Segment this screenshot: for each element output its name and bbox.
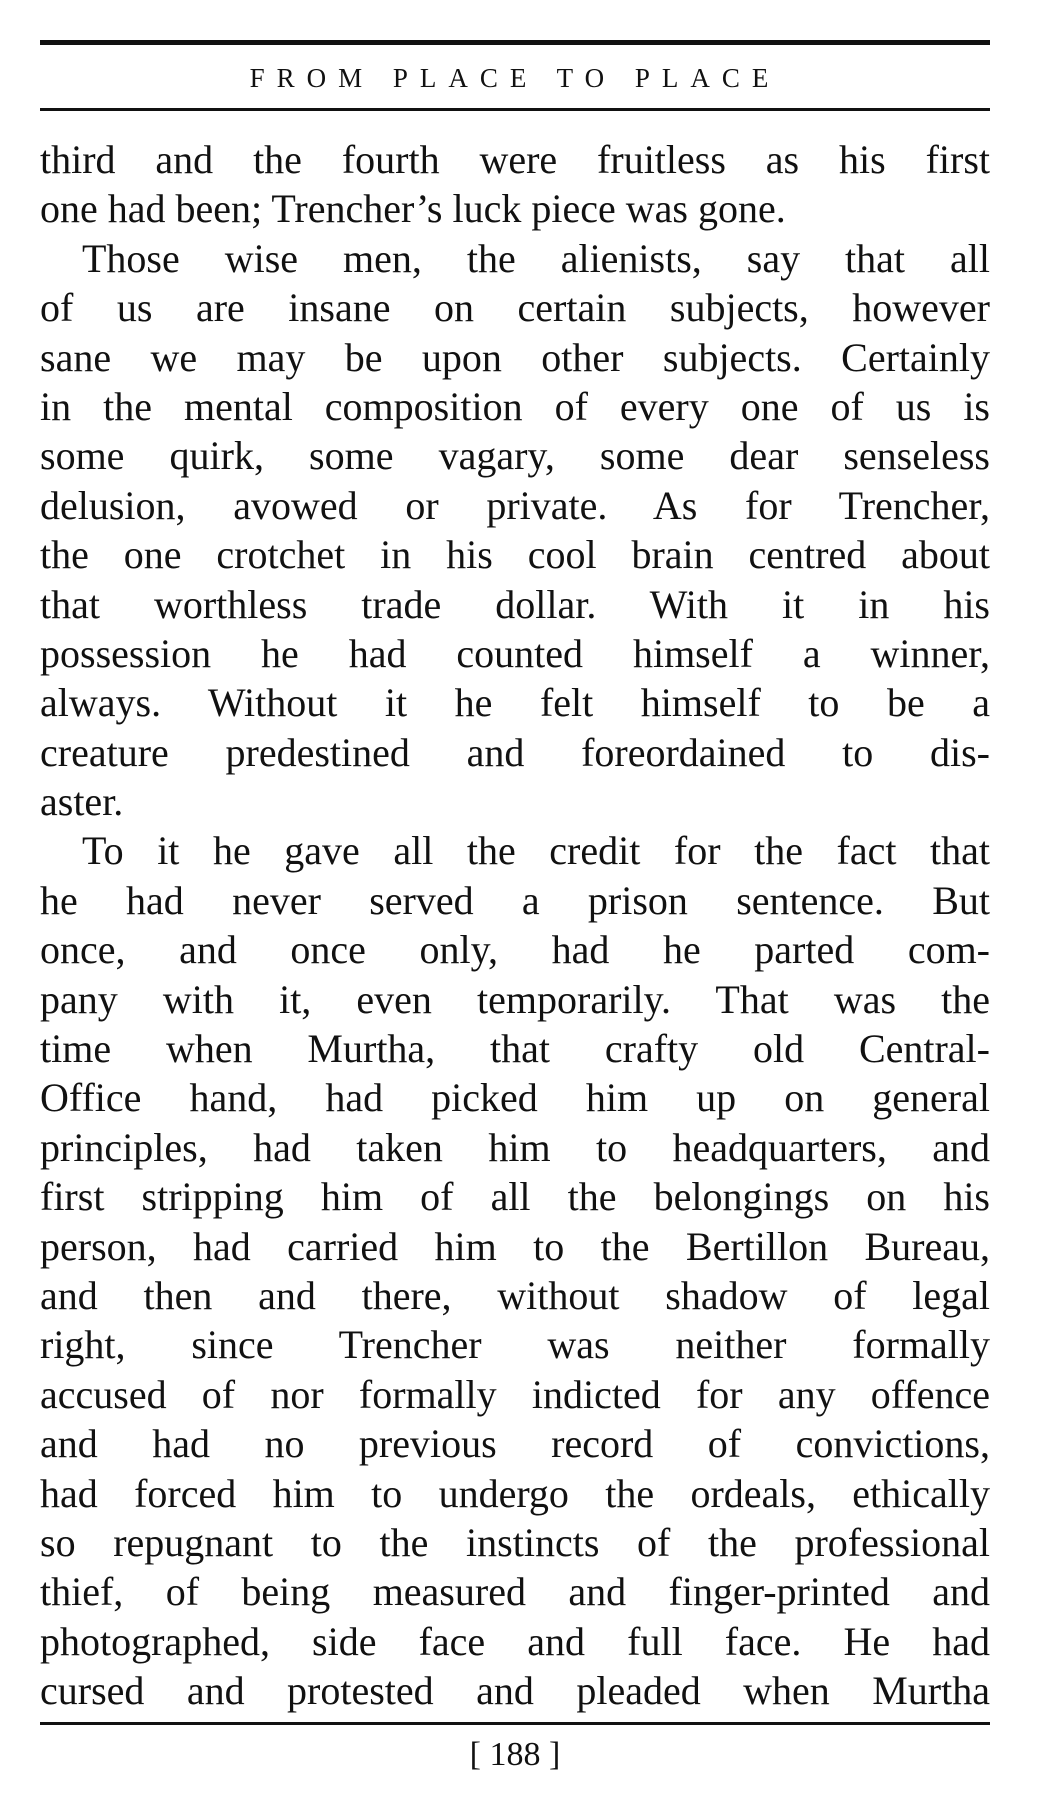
text-line: third and the fourth were fruitless as his first: [40, 137, 990, 182]
text-line: person, had carried him to the Bertillon Bureau,: [40, 1223, 990, 1269]
header-bottom-rule: [40, 108, 990, 111]
text-line: aster.: [40, 779, 124, 825]
text-line: Office hand, had picked him up on general: [40, 1075, 990, 1121]
text-line: had forced him to undergo the ordeals, ethically: [40, 1470, 990, 1516]
book-page: [40, 0, 990, 1806]
text-line: right, since Trencher was neither formally: [40, 1322, 990, 1368]
text-line: and had no previous record of convictions,: [40, 1421, 990, 1467]
header-top-rule: [40, 40, 990, 45]
body-text: [40, 135, 990, 1716]
text-line: he had never served a prison sentence. But: [40, 877, 990, 923]
text-line: that worthless trade dollar. With it in his: [40, 581, 990, 627]
text-line: pany with it, even temporarily. That was the: [40, 976, 990, 1022]
running-header: FROM PLACE TO PLACE: [249, 63, 781, 93]
text-line: one had been; Trencher’s luck piece was gone.: [40, 186, 786, 232]
text-line: possession he had counted himself a winner,: [40, 630, 990, 676]
text-line: Those wise men, the alienists, say that all: [82, 235, 990, 281]
text-line: in the mental composition of every one of us is: [40, 383, 990, 429]
text-line: cursed and protested and pleaded when Murtha: [40, 1668, 990, 1714]
text-line: first stripping him of all the belongings on his: [40, 1174, 990, 1220]
text-line: so repugnant to the instincts of the professional: [40, 1519, 990, 1565]
text-line: always. Without it he felt himself to be a: [40, 680, 990, 726]
text-line: some quirk, some vagary, some dear senseless: [40, 433, 990, 479]
footer-rule: [40, 1722, 990, 1725]
page-number: [ 188 ]: [469, 1736, 561, 1773]
text-line: the one crotchet in his cool brain centred about: [40, 532, 990, 578]
text-line: To it he gave all the credit for the fact that: [82, 828, 990, 874]
text-line: accused of nor formally indicted for any offence: [40, 1371, 990, 1417]
text-line: sane we may be upon other subjects. Certainly: [40, 334, 990, 380]
text-line: delusion, avowed or private. As for Trencher,: [40, 482, 990, 528]
text-line: of us are insane on certain subjects, however: [40, 285, 990, 331]
text-line: and then and there, without shadow of legal: [40, 1272, 990, 1318]
text-line: photographed, side face and full face. He had: [40, 1618, 990, 1664]
text-line: thief, of being measured and finger-printed and: [40, 1569, 990, 1615]
text-line: once, and once only, had he parted com-: [40, 927, 990, 973]
text-line: creature predestined and foreordained to dis-: [40, 729, 990, 775]
text-line: principles, had taken him to headquarters, and: [40, 1124, 990, 1170]
text-line: time when Murtha, that crafty old Central-: [40, 1026, 990, 1072]
